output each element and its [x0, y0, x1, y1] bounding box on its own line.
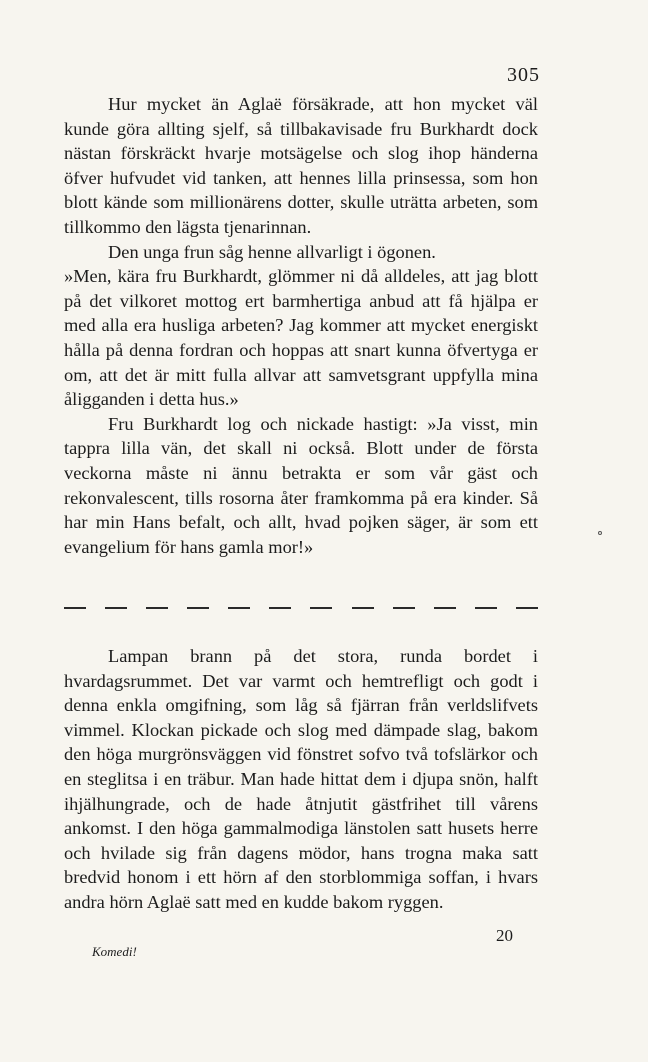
footer-sheet-number: 20: [496, 926, 513, 945]
divider-dash: [352, 607, 374, 608]
paper-speck: [598, 531, 602, 535]
divider-dash: [310, 607, 332, 608]
paragraph: Hur mycket än Aglaë försäkrade, att hon mycket väl kunde göra allting sjelf, så tillbakavisade fru Burkhardt dock nästan förskräckt hvarje motsägelse och slog ihop händerna öfver hufvudet vid tanken, att hennes lilla prinsessa, som hon blott kände som millionärens dotter, skulle uträtta arbeten, som tillkommo den lägsta tjenarinnan.: [64, 94, 538, 237]
paragraph: Lampan brann på det stora, runda bordet i hvardagsrummet. Det var varmt och hemtrefligt och godt i denna enkla omgifning, som låg så fjärran från verldslifvets vimmel. Klockan pickade och slog med dämpade slag, bakom den höga murgrönsväggen vid fönstret sofvo två tofslärkor och en steglitsa i en träbur. Man hade hittat dem i djupa snön, halft ihjälhungrade, och de hade åtnjutit gästfrihet till vårens ankomst. I den höga gammalmodiga länstolen satt husets herre och hvilade sig från dagens mödor, hans trogna maka satt bredvid honom i ett hörn af den storblommiga soffan, i hvars andra hörn Aglaë satt med en kudde bakom ryggen.: [64, 646, 538, 912]
divider-dash: [64, 607, 86, 608]
divider-dash: [105, 607, 127, 608]
divider-dash: [475, 607, 497, 608]
divider-dash: [228, 607, 250, 608]
divider-dash: [187, 607, 209, 608]
paragraph: Fru Burkhardt log och nickade hastigt: »Ja visst, min tappra lilla vän, det skall ni också. Blott under de första veckorna måste ni ännu betrakta er som vår gäst och rekonvalescent, tills rosorna åter framkomma på era kinder. Så har min Hans befalt, och allt, hvad pojken säger, är som ett evangelium för hans gamla mor!»: [64, 413, 538, 557]
divider-dash: [434, 607, 456, 608]
paragraph: Den unga frun såg henne allvarligt i ögonen.: [108, 241, 436, 262]
paragraph: »Men, kära fru Burkhardt, glömmer ni då alldeles, att jag blott på det vilkoret mottog ert barmhertiga anbud att få hjälpa er med alla era husliga arbeten? Jag kommer att mycket energiskt hålla på denna fordran och hoppas att snart kunna öfvertyga er om, att det är mitt fulla allvar att samvetsgrant uppfylla mina åligganden i detta hus.»: [64, 266, 538, 410]
divider-dash: [269, 607, 291, 608]
top-text-block: [64, 92, 538, 559]
footer-signature: Komedi!: [92, 944, 137, 959]
section-divider: [64, 602, 538, 614]
page-number: 305: [507, 64, 540, 86]
divider-dash: [146, 607, 168, 608]
bottom-text-block: [64, 644, 538, 915]
divider-dash: [516, 607, 538, 608]
divider-dash: [393, 607, 415, 608]
